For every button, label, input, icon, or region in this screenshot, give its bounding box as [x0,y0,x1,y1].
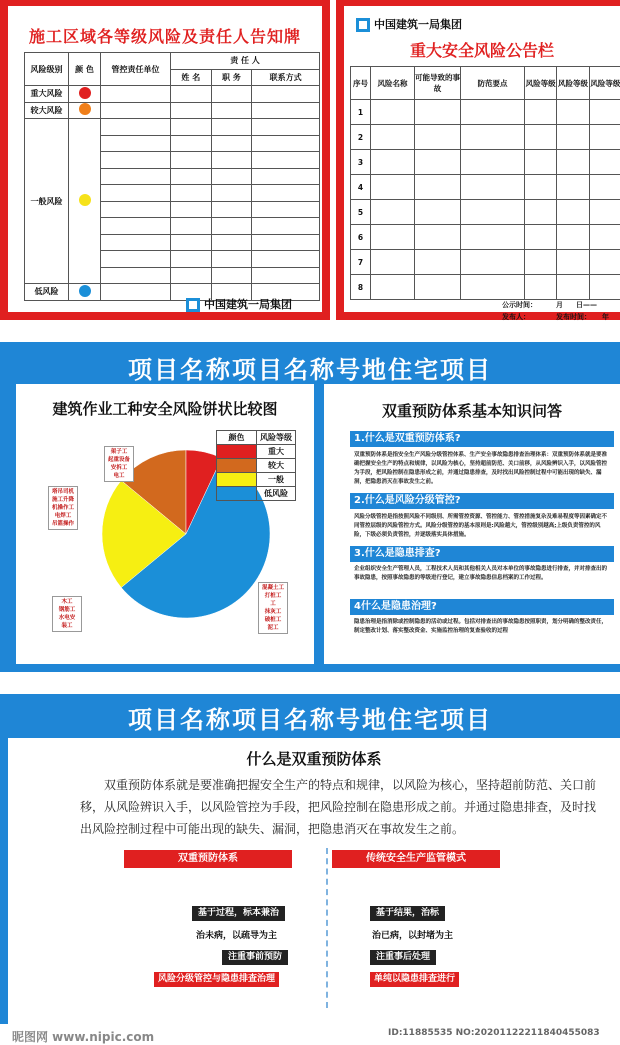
table-row [351,125,620,150]
header-risk-level-1: 风险等级 [525,67,557,100]
legend-header-color: 颜色 [217,431,257,445]
right-item-3: 注重事后处理 [370,950,436,965]
large-color-cell [69,102,101,119]
table-row [351,150,620,175]
general-dot-icon [79,194,91,206]
table-row [351,225,620,250]
qa-answer-2: 风险分级管控是指按照风险不同级别、所需管控资源、管控能力、管控措施复杂及难易程度等因素确定不同管控层级的风险管控方式。风险分级管控的基本原则是:风险越大，管控级别越高;上级负责管控的风险，下级必须负责管控，并逐级落实具体措施。 [354,513,610,543]
qa-answer-3: 企业组织安全生产管理人员，工程技术人员和其他相关人员对本单位的事故隐患进行排查，并对排查出的事故隐患，按照事故隐患的等级进行登记，建立事故隐患信息档案的工作过程。 [354,565,610,595]
header-color: 颜 色 [69,53,101,86]
publish-time-label: 公示时间： [502,300,537,310]
board4-title: 项目名称项目名称号地住宅项目 [0,700,620,735]
low-dot-icon [79,285,91,297]
large-dot-icon [79,103,91,115]
left-item-2: 治未病，以疏导为主 [196,928,277,941]
qa-question-1: 1.什么是双重预防体系? [350,431,614,447]
row-index: 3 [351,150,371,175]
major-risk-table [350,66,620,300]
qa-answer-1: 双重预防体系是指安全生产风险分级管控体系、生产安全事故隐患排查治理体系：双重预防体系就是要准确把握安全生产的特点和规律，以风险为核心，坚持超前防范、关口前移，从风险辨识入手，以风险管控为手段，把风险控制在隐患形成之前，并通过隐患排查，及时找出风险控制过程中可能出现的缺失、漏洞，把隐患消灭在事故发生之前。 [354,451,610,489]
watermark-right: ID:11885535 NO:20201122211840455083 [388,1028,600,1038]
board4-paragraph: 双重预防体系就是要准确把握安全生产的特点和规律，以风险为核心，坚持超前防范、关口前移，从风险辨识入手，以风险管控为手段，把风险控制在隐患形成之前。并通过隐患排查，及时找出风险控制过程中可能出现的缺失、漏洞，把隐患消灭在事故发生之前。 [80,774,600,840]
row-index: 1 [351,100,371,125]
header-index: 序号 [351,67,371,100]
right-item-4: 单纯以隐患排查进行 [370,972,459,987]
header-contact: 联系方式 [252,69,320,86]
company-logo-icon [356,18,370,32]
header-unit: 管控责任单位 [101,53,171,86]
board1-logo-text: 中国建筑一局集团 [204,298,292,311]
row-index: 8 [351,275,371,300]
general-color-cell [69,119,101,284]
row-index: 5 [351,200,371,225]
qa-answer-4: 隐患治理是指消除或控制隐患的活动或过程。包括对排查出的事故隐患按照职责，划分明确的整改责任，制定整改计划、落实整改资金、实施监控治理的复查验收的过程 [354,618,610,646]
board2-company [356,16,462,32]
major-risk-board [336,0,620,320]
table-row [351,175,620,200]
left-item-4: 风险分级管控与隐患排查治理 [154,972,279,987]
pie-label-low: 混凝土工 打桩工 工 抹灰工 破桩工 泥工 [258,582,288,634]
pie-label-large: 塔吊司机 施工升降 机操作工 电焊工 吊篮操作 [48,486,78,530]
release-year: 年 [602,312,609,322]
header-prevention: 防范要点 [461,67,525,100]
right-item-2: 治已病，以封堵为主 [372,928,453,941]
legend-header-level: 风险等级 [257,431,296,445]
legend-swatch-general [217,473,257,487]
column-divider [326,848,328,1008]
level-large: 较大风险 [25,102,69,119]
release-time-label: 发布时间： [556,312,591,322]
publish-day: 日—— [576,300,597,310]
major-color-cell [69,86,101,103]
left-head: 双重预防体系 [124,850,292,868]
header-name: 姓 名 [171,69,212,86]
header-level: 风险级别 [25,53,69,86]
table-row [351,250,620,275]
legend-label-general: 一般 [257,473,296,487]
dual-prevention-board [0,694,620,1024]
pie-label-general: 木工 钢筋工 水电安 装工 [52,596,82,632]
header-risk-level-2: 风险等级 [557,67,589,100]
pie-legend [216,430,296,501]
legend-label-large: 较大 [257,459,296,473]
header-risk-name: 风险名称 [371,67,415,100]
right-item-1: 基于结果，治标 [370,906,445,921]
legend-label-low: 低风险 [257,487,296,501]
table-row [351,100,620,125]
left-item-1: 基于过程，标本兼治 [192,906,285,921]
header-risk-level-3: 风险等级 [589,67,620,100]
legend-swatch-large [217,459,257,473]
company-logo-icon [186,298,200,312]
publisher-label: 发布人： [502,312,530,322]
low-color-cell [69,284,101,301]
pie-chart-title: 建筑作业工种安全风险饼状比较图 [16,398,314,419]
table-row [351,275,620,300]
board2-company-text: 中国建筑一局集团 [374,18,462,31]
qa-question-2: 2.什么是风险分级管控? [350,493,614,509]
risk-responsibility-board [0,0,330,320]
row-index: 6 [351,225,371,250]
board2-title: 重大安全风险公告栏 [344,38,620,61]
table-row [351,200,620,225]
qa-title: 双重预防体系基本知识问答 [324,400,620,421]
level-general: 一般风险 [25,119,69,284]
legend-label-major: 重大 [257,445,296,459]
board3-title: 项目名称项目名称号地住宅项目 [0,350,620,385]
header-duty: 职 务 [211,69,252,86]
header-person: 责 任 人 [171,53,320,70]
board4-subtitle: 什么是双重预防体系 [8,748,620,769]
qa-question-4: 4什么是隐患治理? [350,599,614,615]
major-dot-icon [79,87,91,99]
qa-question-3: 3.什么是隐患排查? [350,546,614,562]
header-accident: 可能导致的事故 [415,67,461,100]
level-major: 重大风险 [25,86,69,103]
row-index: 4 [351,175,371,200]
level-low: 低风险 [25,284,69,301]
publish-month: 月 [556,300,563,310]
board1-title: 施工区域各等级风险及责任人告知牌 [8,24,322,47]
legend-swatch-major [217,445,257,459]
risk-responsibility-table [24,52,320,301]
row-index: 2 [351,125,371,150]
right-head: 传统安全生产监管模式 [332,850,500,868]
row-index: 7 [351,250,371,275]
legend-swatch-low [217,487,257,501]
pie-label-major: 架子工 起重设备 安拆工 电工 [104,446,134,482]
left-item-3: 注重事前预防 [222,950,288,965]
watermark-left: 昵图网 www.nipic.com [12,1028,154,1045]
board1-logo [186,296,292,312]
